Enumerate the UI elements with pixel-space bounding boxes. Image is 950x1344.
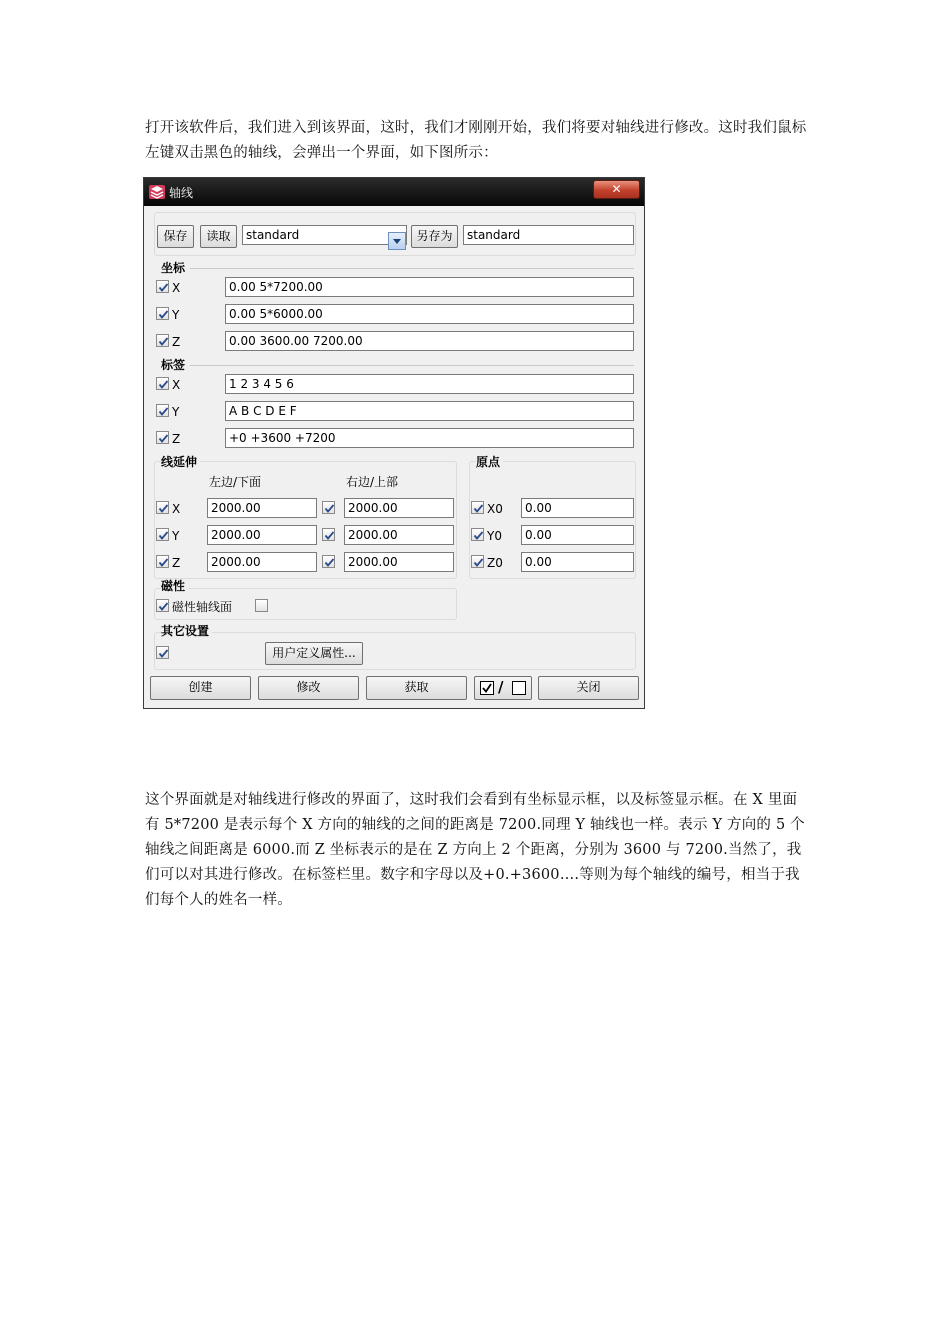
origin-z0-label: Z0: [487, 556, 503, 570]
origin-z0-input[interactable]: 0.00: [521, 552, 634, 572]
ext-y-checkbox[interactable]: [156, 528, 169, 541]
checkmark-icon: [157, 529, 170, 542]
origin-x0-input[interactable]: 0.00: [521, 498, 634, 518]
labels-z-checkbox[interactable]: [156, 431, 169, 444]
origin-group-title: 原点: [476, 455, 503, 469]
labels-y-input[interactable]: A B C D E F: [225, 401, 634, 421]
origin-y0-checkbox[interactable]: [471, 528, 484, 541]
save-as-input[interactable]: standard: [463, 225, 634, 245]
ext-x-right-checkbox[interactable]: [322, 501, 335, 514]
read-button[interactable]: 读取: [200, 225, 237, 248]
checkmark-icon: [157, 378, 170, 391]
ext-z-checkbox[interactable]: [156, 555, 169, 568]
close-icon: ✕: [611, 182, 622, 196]
checkmark-icon: [157, 502, 170, 515]
labels-x-input[interactable]: 1 2 3 4 5 6: [225, 374, 634, 394]
checked-box-icon: [480, 681, 494, 695]
coords-z-checkbox[interactable]: [156, 334, 169, 347]
checkmark-icon: [472, 529, 485, 542]
checkmark-icon: [157, 308, 170, 321]
save-button[interactable]: 保存: [157, 225, 194, 248]
coords-x-checkbox[interactable]: [156, 280, 169, 293]
labels-x-label: X: [172, 378, 181, 392]
origin-x0-checkbox[interactable]: [471, 501, 484, 514]
ext-z-right-input[interactable]: 2000.00: [344, 552, 454, 572]
other-settings-checkbox[interactable]: [156, 646, 169, 659]
dialog-title: 轴线: [169, 186, 194, 200]
dialog-client: [146, 208, 642, 706]
coords-group-title: 坐标: [161, 261, 186, 275]
checkmark-icon: [472, 502, 485, 515]
ext-x-right-input[interactable]: 2000.00: [344, 498, 454, 518]
extension-group-title: 线延伸: [161, 455, 200, 469]
checkmark-icon: [157, 600, 170, 613]
checkmark-icon: [157, 432, 170, 445]
coords-x-label: X: [172, 281, 181, 295]
intro-paragraph: 打开该软件后，我们进入到该界面，这时，我们才刚刚开始，我们将要对轴线进行修改。这时我们鼠标左键双击黑色的轴线，会弹出一个界面，如下图所示：: [145, 120, 807, 161]
labels-z-input[interactable]: +0 +3600 +7200: [225, 428, 634, 448]
ext-x-checkbox[interactable]: [156, 501, 169, 514]
ext-y-label: Y: [172, 529, 180, 543]
explanation-paragraph: 这个界面就是对轴线进行修改的界面了，这时我们会看到有坐标显示框，以及标签显示框。在 X 里面有 5*7200 是表示每个 X 方向的轴线的之间的距离是 7200.同理 Y 轴线也一样。表示 Y 方向的 5 个轴线之间距离是 6000.而 Z 坐标表示的是在 Z 方向上 2 个距离，分别为 3600 与 7200.当然了，我们可以对其进行修改。在标签栏里。数字和字母以及+0.+3600….等则为每个轴线的编号，相当于我们每个人的姓名一样。: [145, 792, 805, 908]
magnetic-plane-toggle-checkbox[interactable]: [255, 599, 268, 612]
create-button[interactable]: 创建: [150, 676, 251, 700]
labels-y-label: Y: [172, 405, 180, 419]
checkmark-icon: [157, 335, 170, 348]
checkmark-icon: [472, 556, 485, 569]
coords-y-input[interactable]: 0.00 5*6000.00: [225, 304, 634, 324]
other-settings-frame: [154, 632, 636, 670]
checkmark-icon: [157, 556, 170, 569]
ext-z-right-checkbox[interactable]: [322, 555, 335, 568]
coords-z-label: Z: [172, 335, 181, 349]
ext-y-right-checkbox[interactable]: [322, 528, 335, 541]
ext-x-left-input[interactable]: 2000.00: [207, 498, 317, 518]
ext-z-left-input[interactable]: 2000.00: [207, 552, 317, 572]
origin-x0-label: X0: [487, 502, 503, 516]
coords-divider: [190, 268, 634, 269]
origin-y0-input[interactable]: 0.00: [521, 525, 634, 545]
save-as-button[interactable]: 另存为: [411, 225, 458, 248]
chevron-down-icon: [389, 233, 405, 249]
coords-x-input[interactable]: 0.00 5*7200.00: [225, 277, 634, 297]
other-settings-title: 其它设置: [161, 624, 212, 638]
magnetic-plane-label: 磁性轴线面: [172, 600, 233, 614]
coords-z-input[interactable]: 0.00 3600.00 7200.00: [225, 331, 634, 351]
labels-y-checkbox[interactable]: [156, 404, 169, 417]
checkmark-icon: [323, 502, 336, 515]
unchecked-box-icon: [512, 681, 526, 695]
origin-z0-checkbox[interactable]: [471, 555, 484, 568]
magnetic-group-title: 磁性: [161, 579, 188, 593]
extension-left-header: 左边/下面: [209, 475, 262, 489]
user-defined-attributes-button[interactable]: 用户定义属性...: [265, 642, 363, 665]
grid-dialog: [143, 177, 645, 709]
labels-group-title: 标签: [161, 358, 186, 372]
magnetic-plane-checkbox[interactable]: [156, 599, 169, 612]
ext-x-label: X: [172, 502, 181, 516]
preset-dropdown-button[interactable]: [388, 232, 406, 250]
ext-y-left-input[interactable]: 2000.00: [207, 525, 317, 545]
close-window-button[interactable]: [593, 180, 640, 199]
preset-select[interactable]: standard: [242, 225, 407, 245]
modify-button[interactable]: 修改: [258, 676, 359, 700]
ext-z-label: Z: [172, 556, 181, 570]
title-bar[interactable]: [144, 178, 644, 206]
checkmark-icon: [157, 647, 170, 660]
checkmark-icon: [323, 529, 336, 542]
extension-right-header: 右边/上部: [346, 475, 399, 489]
close-button[interactable]: 关闭: [538, 676, 639, 700]
labels-x-checkbox[interactable]: [156, 377, 169, 390]
ext-y-right-input[interactable]: 2000.00: [344, 525, 454, 545]
checkmark-icon: [157, 405, 170, 418]
app-logo-icon: [149, 185, 165, 199]
labels-z-label: Z: [172, 432, 181, 446]
coords-y-checkbox[interactable]: [156, 307, 169, 320]
check-toggle-button[interactable]: [474, 676, 532, 700]
labels-divider: [190, 365, 634, 366]
checkmark-icon: [157, 281, 170, 294]
toggle-slash: /: [498, 678, 504, 696]
get-button[interactable]: 获取: [366, 676, 467, 700]
coords-y-label: Y: [172, 308, 180, 322]
origin-y0-label: Y0: [487, 529, 502, 543]
checkmark-icon: [323, 556, 336, 569]
